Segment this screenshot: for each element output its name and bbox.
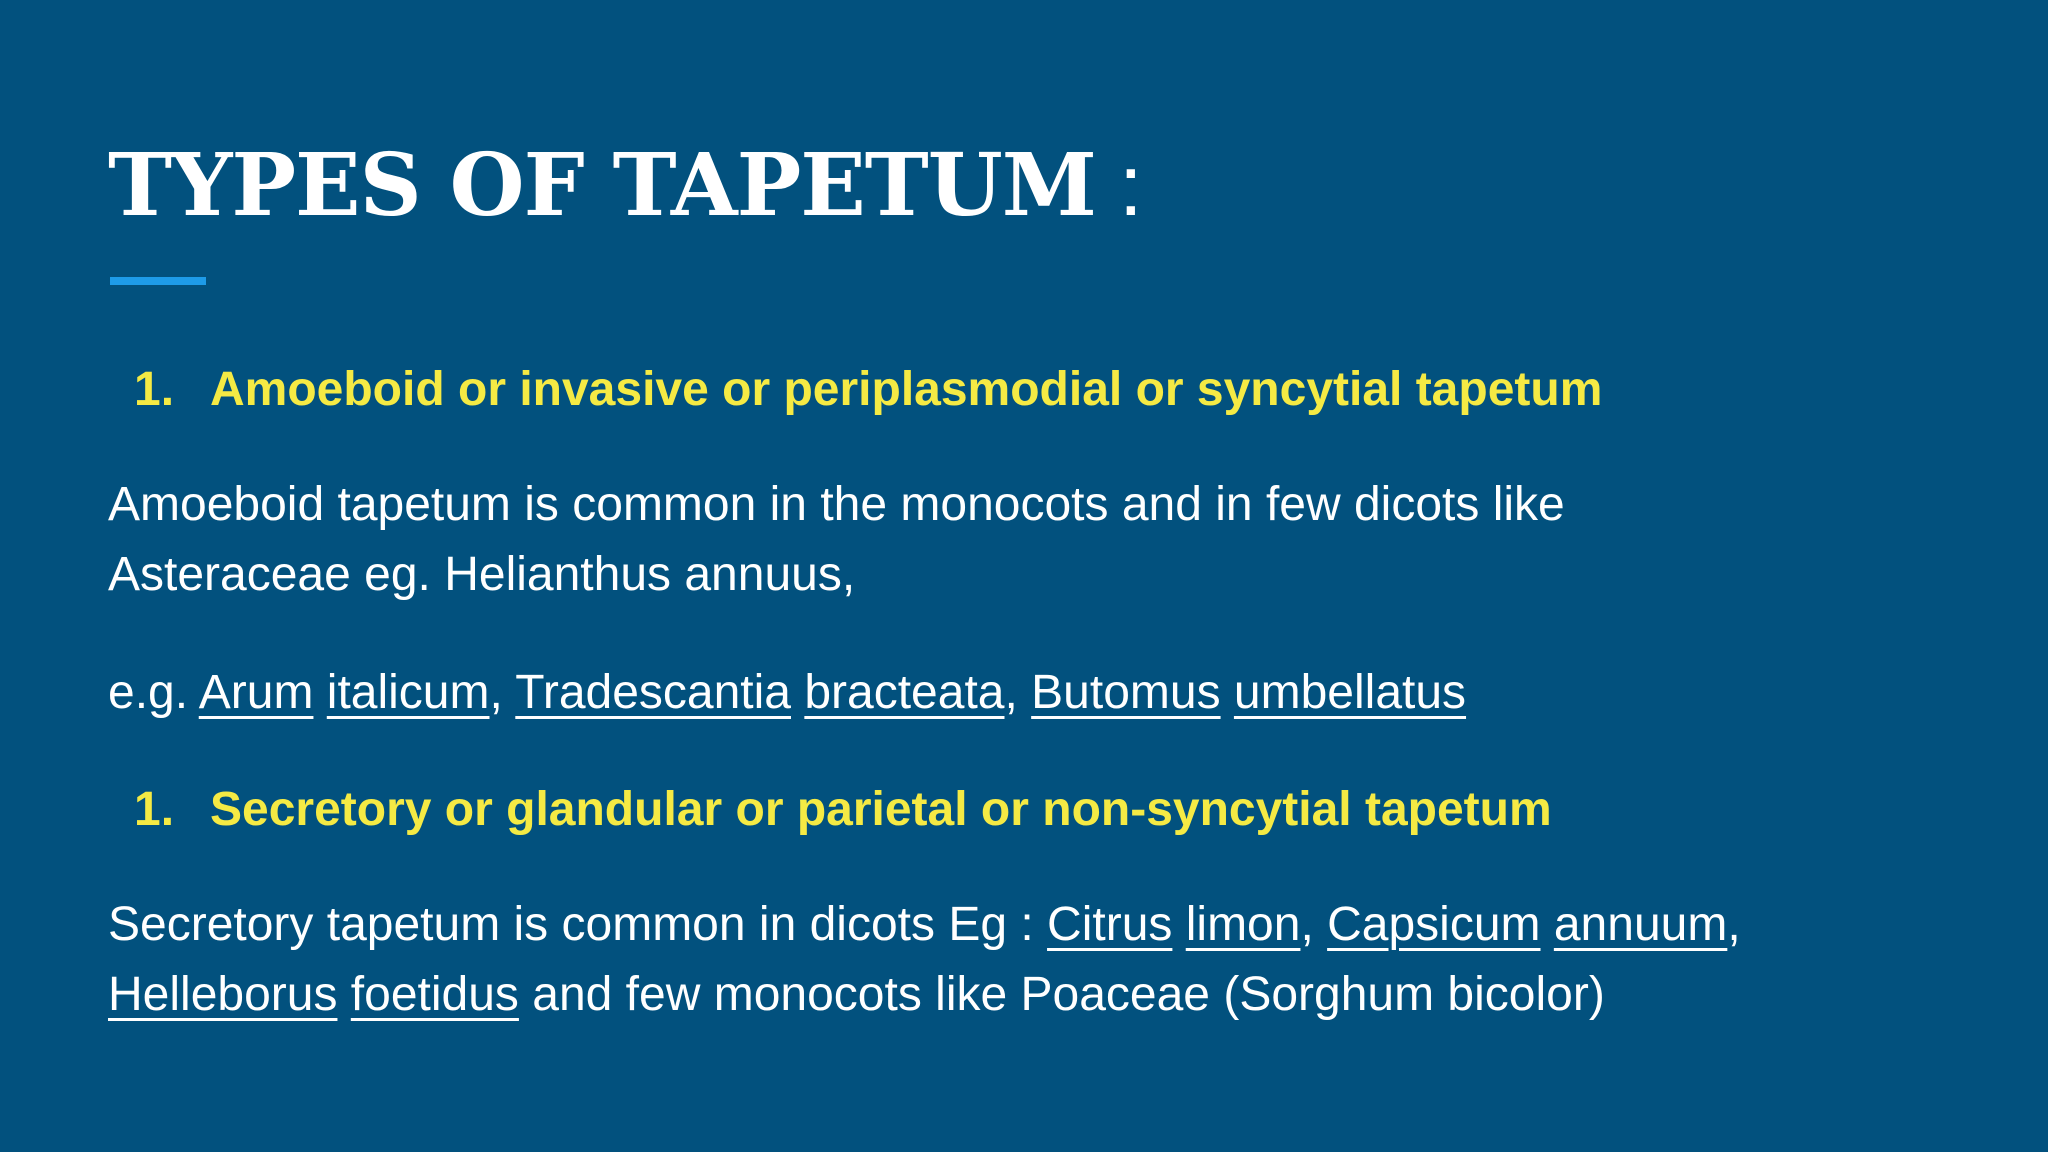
section-2-line-2-suffix: and few monocots like Poaceae (Sorghum bicolor) [518,968,1605,1021]
example-genus-link[interactable]: Butomus [1031,666,1221,719]
slide-title-colon: : [1096,138,1142,234]
example-genus-link[interactable]: Tradescantia [515,666,791,719]
example-species-link[interactable]: italicum [326,666,490,719]
example-species-link[interactable]: foetidus [350,968,519,1021]
section-2-heading [134,780,1552,840]
section-1-number: 1. [134,363,175,416]
slide-title-text: TYPES OF TAPETUM [108,135,1096,236]
example-genus-link[interactable]: Helleborus [108,968,338,1021]
section-1-description-line-2: Asteraceae eg. Helianthus annuus, [108,548,856,601]
section-2-description-line-2 [108,960,1741,1030]
example-species-link[interactable]: limon [1185,898,1301,951]
section-2-description [108,890,1741,1030]
examples-prefix: e.g. [108,666,199,719]
example-genus-link[interactable]: Citrus [1047,898,1173,951]
examples-separator: , [1004,666,1032,719]
example-genus-link[interactable]: Capsicum [1327,898,1541,951]
section-1-heading-text: Amoeboid or invasive or periplasmodial or syncytial tapetum [210,363,1603,416]
example-species-link[interactable]: bracteata [804,666,1005,719]
section-1-heading [134,360,1602,420]
title-accent-bar [110,277,206,285]
section-1-description [108,470,1565,610]
section-1-examples [108,658,1466,728]
examples-separator: , [489,666,516,719]
example-genus-link[interactable]: Arum [198,666,314,719]
example-species-link[interactable]: annuum [1553,898,1728,951]
section-2-line-1-prefix: Secretory tapetum is common in dicots Eg : [108,898,1048,951]
section-2-line-1-trailing: , [1727,898,1741,951]
section-2-heading-text: Secretory or glandular or parietal or non-syncytial tapetum [210,783,1552,836]
section-2-number: 1. [134,783,175,836]
section-1-description-line-1: Amoeboid tapetum is common in the monocots and in few dicots like [108,478,1565,531]
section-2-description-line-1 [108,890,1741,960]
examples-separator: , [1300,898,1328,951]
slide-title [108,126,1142,246]
example-species-link[interactable]: umbellatus [1233,666,1467,719]
